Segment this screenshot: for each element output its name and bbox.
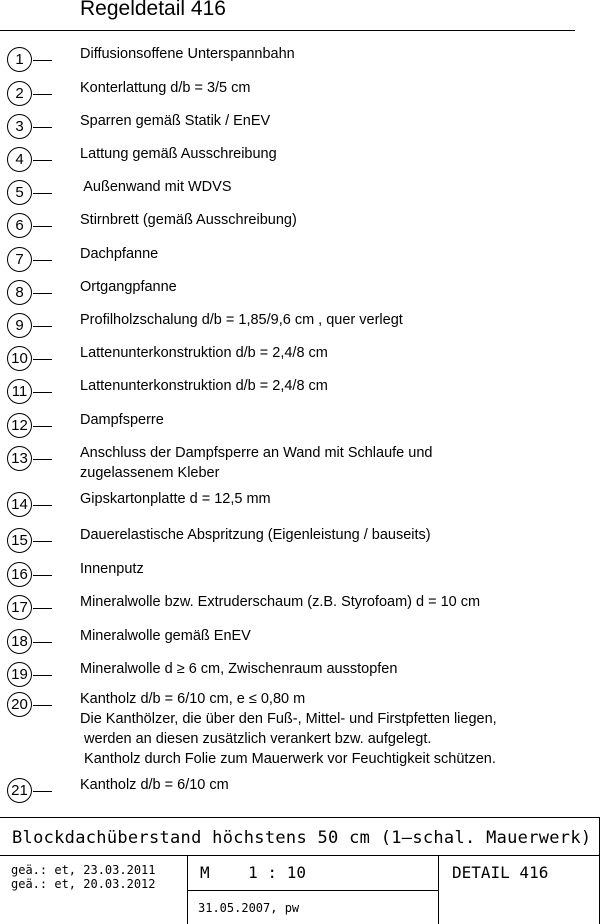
revision-line-2: geä.: et, 20.03.2012 [11,877,156,891]
leader-line [33,505,52,506]
item-text-line: Innenputz [80,561,144,577]
leader-line [33,791,52,792]
item-number-circle: 19 [7,662,32,687]
item-text-line: zugelassenem Kleber [80,465,220,481]
item-text-line: Anschluss der Dampfsperre an Wand mit Schlaufe und [80,445,433,461]
footer-rule-middle [0,855,600,856]
leader-line [33,293,52,294]
leader-line [33,608,52,609]
leader-line [33,675,52,676]
item-number-circle: 14 [7,492,32,517]
item-text-line: Gipskartonplatte d = 12,5 mm [80,491,271,507]
item-number-circle: 6 [7,213,32,238]
leader-line [33,260,52,261]
item-text-line: Profilholzschalung d/b = 1,85/9,6 cm , quer verlegt [80,312,403,328]
footer-description: Blockdachüberstand höchstens 50 cm (1—schal. Mauerwerk) [12,828,592,848]
item-text-line: Mineralwolle bzw. Extruderschaum (z.B. Styrofoam) d = 10 cm [80,594,481,610]
item-text-line: Mineralwolle gemäß EnEV [80,628,251,644]
leader-line [33,60,52,61]
item-text-line: Stirnbrett (gemäß Ausschreibung) [80,212,297,228]
leader-line [33,642,52,643]
item-number-circle: 17 [7,595,32,620]
item-text-line: werden an diesen zusätzlich verankert bzw. aufgelegt. [80,731,432,747]
item-number-circle: 18 [7,629,32,654]
item-number-circle: 16 [7,562,32,587]
item-text-line: Lattenunterkonstruktion d/b = 2,4/8 cm [80,378,328,394]
leader-line [33,426,52,427]
leader-line [33,459,52,460]
title-block [0,817,600,924]
item-text-line: Dachpfanne [80,246,159,262]
item-text-line: Diffusionsoffene Unterspannbahn [80,46,295,62]
item-text-line: Konterlattung d/b = 3/5 cm [80,80,251,96]
item-number-circle: 8 [7,280,32,305]
item-text-line: Lattung gemäß Ausschreibung [80,146,277,162]
item-number-circle: 7 [7,247,32,272]
item-number-circle: 21 [7,778,32,803]
leader-line [33,160,52,161]
item-text-line: Dampfsperre [80,412,164,428]
page-title: Regeldetail 416 [80,0,226,20]
leader-line [33,127,52,128]
item-text-line: Dauerelastische Abspritzung (Eigenleistung / bauseits) [80,527,431,543]
detail-label: DETAIL 416 [452,863,549,882]
leader-line [33,575,52,576]
item-number-circle: 9 [7,313,32,338]
item-text-line: Lattenunterkonstruktion d/b = 2,4/8 cm [80,345,328,361]
footer-rule-top [0,817,600,818]
leader-line [33,226,52,227]
item-text-line: Sparren gemäß Statik / EnEV [80,113,271,129]
revision-line-1: geä.: et, 23.03.2011 [11,863,156,877]
item-text-line: Kantholz d/b = 6/10 cm [80,777,229,793]
item-number-circle: 20 [7,692,32,717]
item-number-circle: 12 [7,413,32,438]
item-text-line: Ortgangpfanne [80,279,177,295]
item-text-line: Die Kanthölzer, die über den Fuß-, Mittel- und Firstpfetten liegen, [80,711,497,727]
footer-divider-right [438,855,439,924]
leader-line [33,94,52,95]
item-number-circle: 10 [7,346,32,371]
item-number-circle: 15 [7,528,32,553]
footer-rule-scale [187,890,438,891]
leader-line [33,541,52,542]
item-number-circle: 3 [7,114,32,139]
item-text-line: Mineralwolle d ≥ 6 cm, Zwischenraum ausstopfen [80,661,398,677]
leader-line [33,705,52,706]
leader-line [33,392,52,393]
footer-divider-left [187,855,188,924]
item-text-line: Kantholz durch Folie zum Mauerwerk vor Feuchtigkeit schützen. [80,751,496,767]
item-number-circle: 4 [7,147,32,172]
title-rule [0,30,575,31]
leader-line [33,326,52,327]
item-number-circle: 2 [7,81,32,106]
scale-label: M 1 : 10 [200,863,306,882]
item-number-circle: 13 [7,446,32,471]
item-number-circle: 11 [7,379,32,404]
item-number-circle: 1 [7,47,32,72]
created-line: 31.05.2007, pw [198,901,300,915]
leader-line [33,193,52,194]
leader-line [33,359,52,360]
item-number-circle: 5 [7,180,32,205]
item-text-line: Außenwand mit WDVS [80,179,232,195]
item-text-line: Kantholz d/b = 6/10 cm, e ≤ 0,80 m [80,691,306,707]
